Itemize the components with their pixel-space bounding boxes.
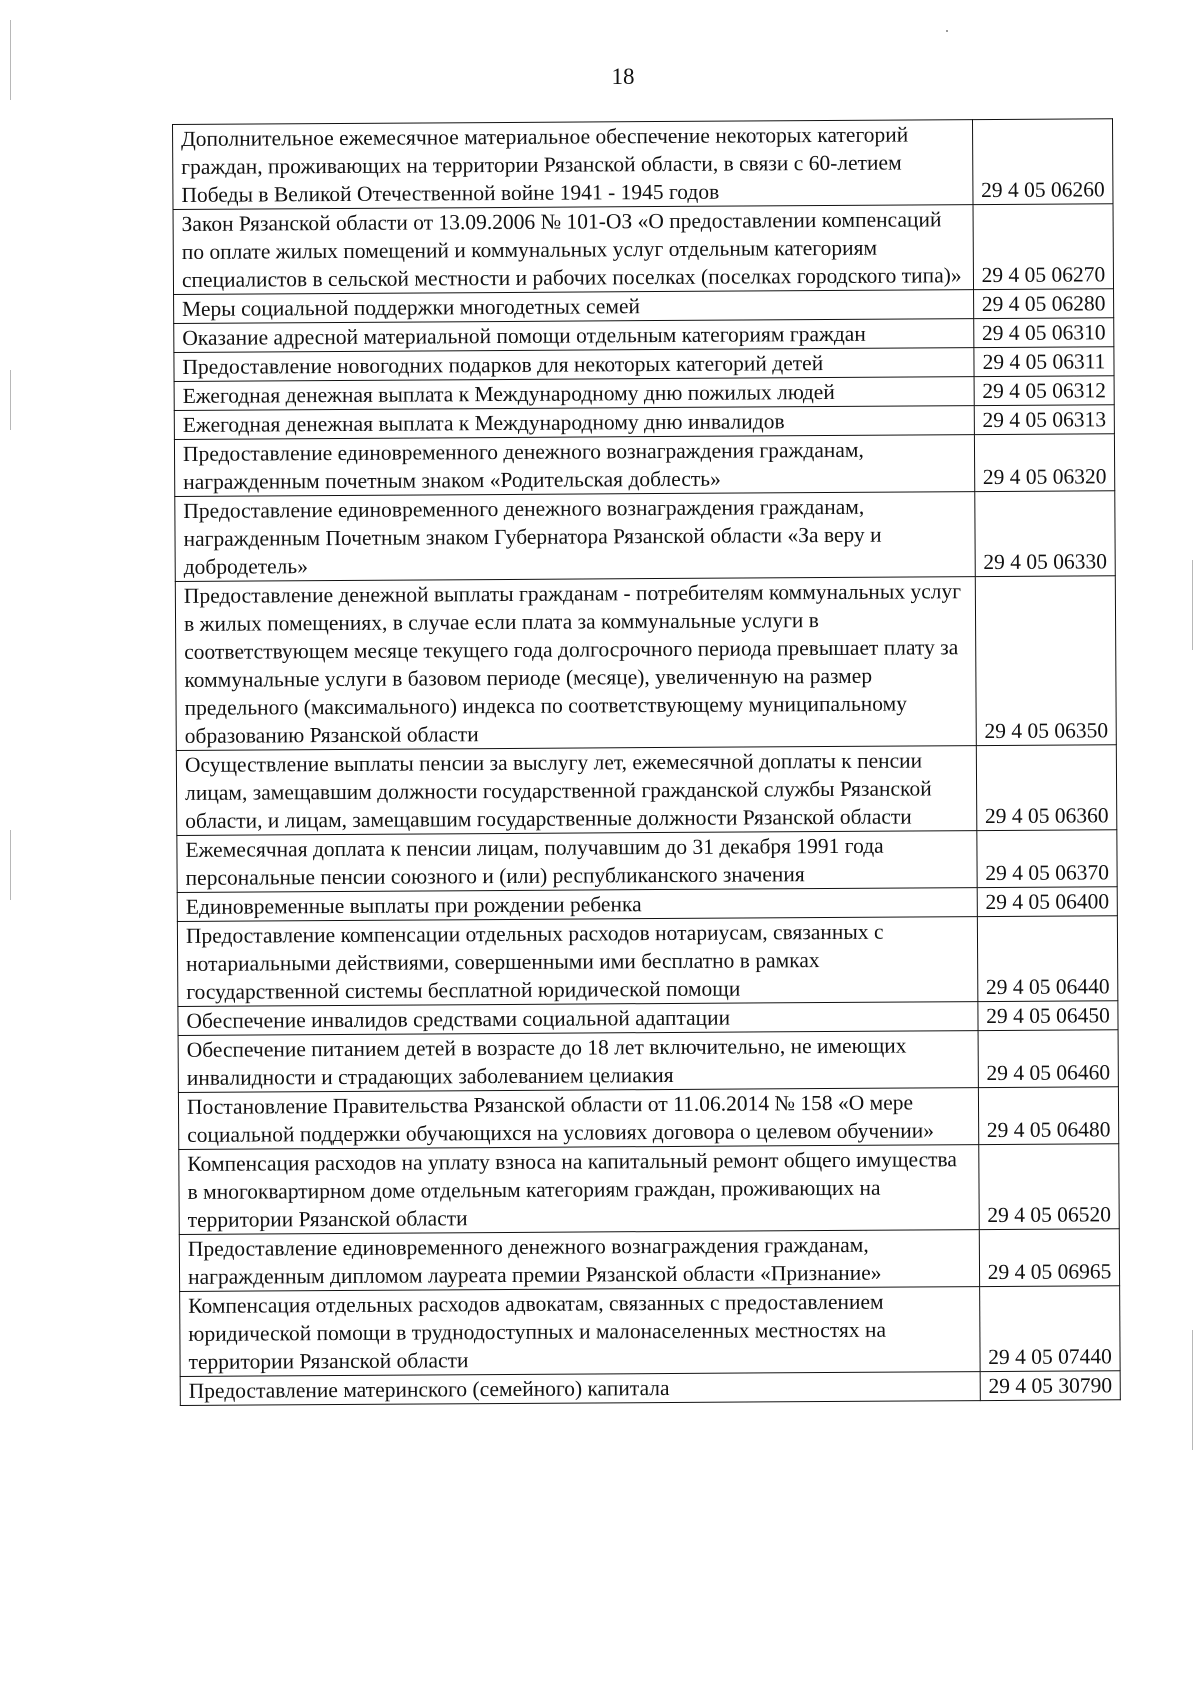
row-description: Предоставление единовременного денежного вознаграждения гражданам, награжденным дипломом лауреата премии Рязанской области «Признание» — [179, 1230, 979, 1292]
table-row — [179, 1229, 1119, 1292]
table-row — [173, 204, 1114, 295]
row-code: 29 4 05 06320 — [974, 434, 1114, 492]
page-number: 18 — [611, 64, 635, 89]
row-description: Закон Рязанской области от 13.09.2006 № 101-ОЗ «О предоставлении компенсаций по оплате жилых помещений и коммунальных услуг отдельным категориям специалистов в сельской местности и рабочих поселках (поселках городского типа)» — [173, 205, 974, 295]
row-description: Единовременные выплаты при рождении ребенка — [177, 888, 977, 922]
scan-edge-mark — [1192, 560, 1193, 650]
row-code: 29 4 05 06350 — [975, 576, 1116, 746]
row-description: Предоставление материнского (семейного) капитала — [180, 1372, 980, 1406]
row-description: Предоставление новогодних подарков для некоторых категорий детей — [174, 348, 974, 382]
scan-edge-mark — [1192, 1330, 1193, 1450]
row-description: Предоставление единовременного денежного вознаграждения гражданам, награжденным почетным знаком «Родительская доблесть» — [174, 435, 974, 497]
table-row — [180, 1371, 1120, 1406]
scan-speck — [946, 30, 948, 32]
row-code: 29 4 05 06311 — [974, 347, 1114, 377]
row-code: 29 4 05 06313 — [974, 405, 1114, 435]
table-row — [177, 916, 1118, 1007]
row-description: Обеспечение питанием детей в возрасте до 18 лет включительно, не имеющих инвалидности и страдающих заболеванием целиакия — [178, 1031, 978, 1093]
table-row — [174, 434, 1114, 497]
row-description: Ежегодная денежная выплата к Международному дню инвалидов — [174, 406, 974, 440]
row-code: 29 4 05 06312 — [974, 376, 1114, 406]
row-code: 29 4 05 06400 — [977, 887, 1117, 917]
row-description: Компенсация отдельных расходов адвокатам, связанных с предоставлением юридической помощи в труднодоступных и малонаселенных местностях на территории Рязанской области — [180, 1287, 981, 1377]
row-code: 29 4 05 06330 — [975, 491, 1116, 577]
row-description: Обеспечение инвалидов средствами социальной адаптации — [178, 1002, 978, 1036]
table-row — [178, 1087, 1118, 1150]
row-description: Предоставление денежной выплаты гражданам - потребителям коммунальных услуг в жилых помещениях, в случае если плата за коммунальные услуги в соответствующем месяце текущего года долгосрочного периода превышает плату за коммунальные услуги в базовом периоде (месяце), увеличенную на размер предельного (максимального) индекса по соответствующему муниципальному образованию Рязанской области — [175, 577, 976, 751]
row-code: 29 4 05 07440 — [980, 1286, 1121, 1372]
row-code: 29 4 05 06280 — [974, 289, 1114, 319]
row-description: Меры социальной поддержки многодетных семей — [174, 290, 974, 324]
row-code: 29 4 05 06270 — [973, 204, 1114, 290]
row-code: 29 4 05 06480 — [978, 1087, 1118, 1145]
scan-edge-mark — [10, 370, 11, 430]
table-row — [177, 830, 1117, 893]
row-code: 29 4 05 06260 — [972, 119, 1113, 205]
row-code: 29 4 05 06370 — [977, 830, 1117, 888]
row-description: Дополнительное ежемесячное материальное обеспечение некоторых категорий граждан, проживающих на территории Рязанской области, в связи с 60-летием Победы в Великой Отечественной войне 1941 - 1945 годов — [173, 120, 974, 210]
row-description: Ежегодная денежная выплата к Международному дню пожилых людей — [174, 377, 974, 411]
row-description: Предоставление компенсации отдельных расходов нотариусам, связанных с нотариальными действиями, совершенными ими бесплатно в рамках государственной системы бесплатной юридической помощи — [177, 917, 978, 1007]
row-code: 29 4 05 06440 — [977, 916, 1118, 1002]
row-code: 29 4 05 06520 — [979, 1144, 1120, 1230]
scan-edge-mark — [10, 830, 11, 900]
row-description: Постановление Правительства Рязанской области от 11.06.2014 № 158 «О мере социальной поддержки обучающихся на условиях договора о целевом обучении» — [178, 1088, 978, 1150]
table-body — [173, 119, 1121, 1406]
row-code: 29 4 05 30790 — [980, 1371, 1120, 1401]
table-row — [175, 491, 1116, 582]
row-code: 29 4 05 06450 — [978, 1001, 1118, 1031]
row-description: Осуществление выплаты пенсии за выслугу лет, ежемесячной доплаты к пенсии лицам, замещавшим должности государственной гражданской службы Рязанской области, и лицам, замещавшим государственные должности Рязанской области — [176, 746, 977, 836]
row-description: Ежемесячная доплата к пенсии лицам, получавшим до 31 декабря 1991 года персональные пенсии союзного и (или) республиканского значения — [177, 831, 977, 893]
budget-code-table — [172, 118, 1121, 1406]
row-code: 29 4 05 06460 — [978, 1030, 1118, 1088]
table-row — [179, 1144, 1120, 1235]
table-row — [173, 119, 1114, 210]
table-row — [175, 576, 1116, 751]
row-description: Предоставление единовременного денежного вознаграждения гражданам, награжденным Почетным знаком Губернатора Рязанской области «За веру и добродетель» — [175, 492, 976, 582]
row-description: Оказание адресной материальной помощи отдельным категориям граждан — [174, 319, 974, 353]
row-code: 29 4 05 06965 — [979, 1229, 1119, 1287]
table-row — [178, 1030, 1118, 1093]
row-code: 29 4 05 06310 — [974, 318, 1114, 348]
table-row — [180, 1286, 1121, 1377]
row-code: 29 4 05 06360 — [976, 745, 1117, 831]
table-row — [176, 745, 1117, 836]
row-description: Компенсация расходов на уплату взноса на капитальный ремонт общего имущества в многоквартирном доме отдельным категориям граждан, проживающих на территории Рязанской области — [179, 1145, 980, 1235]
